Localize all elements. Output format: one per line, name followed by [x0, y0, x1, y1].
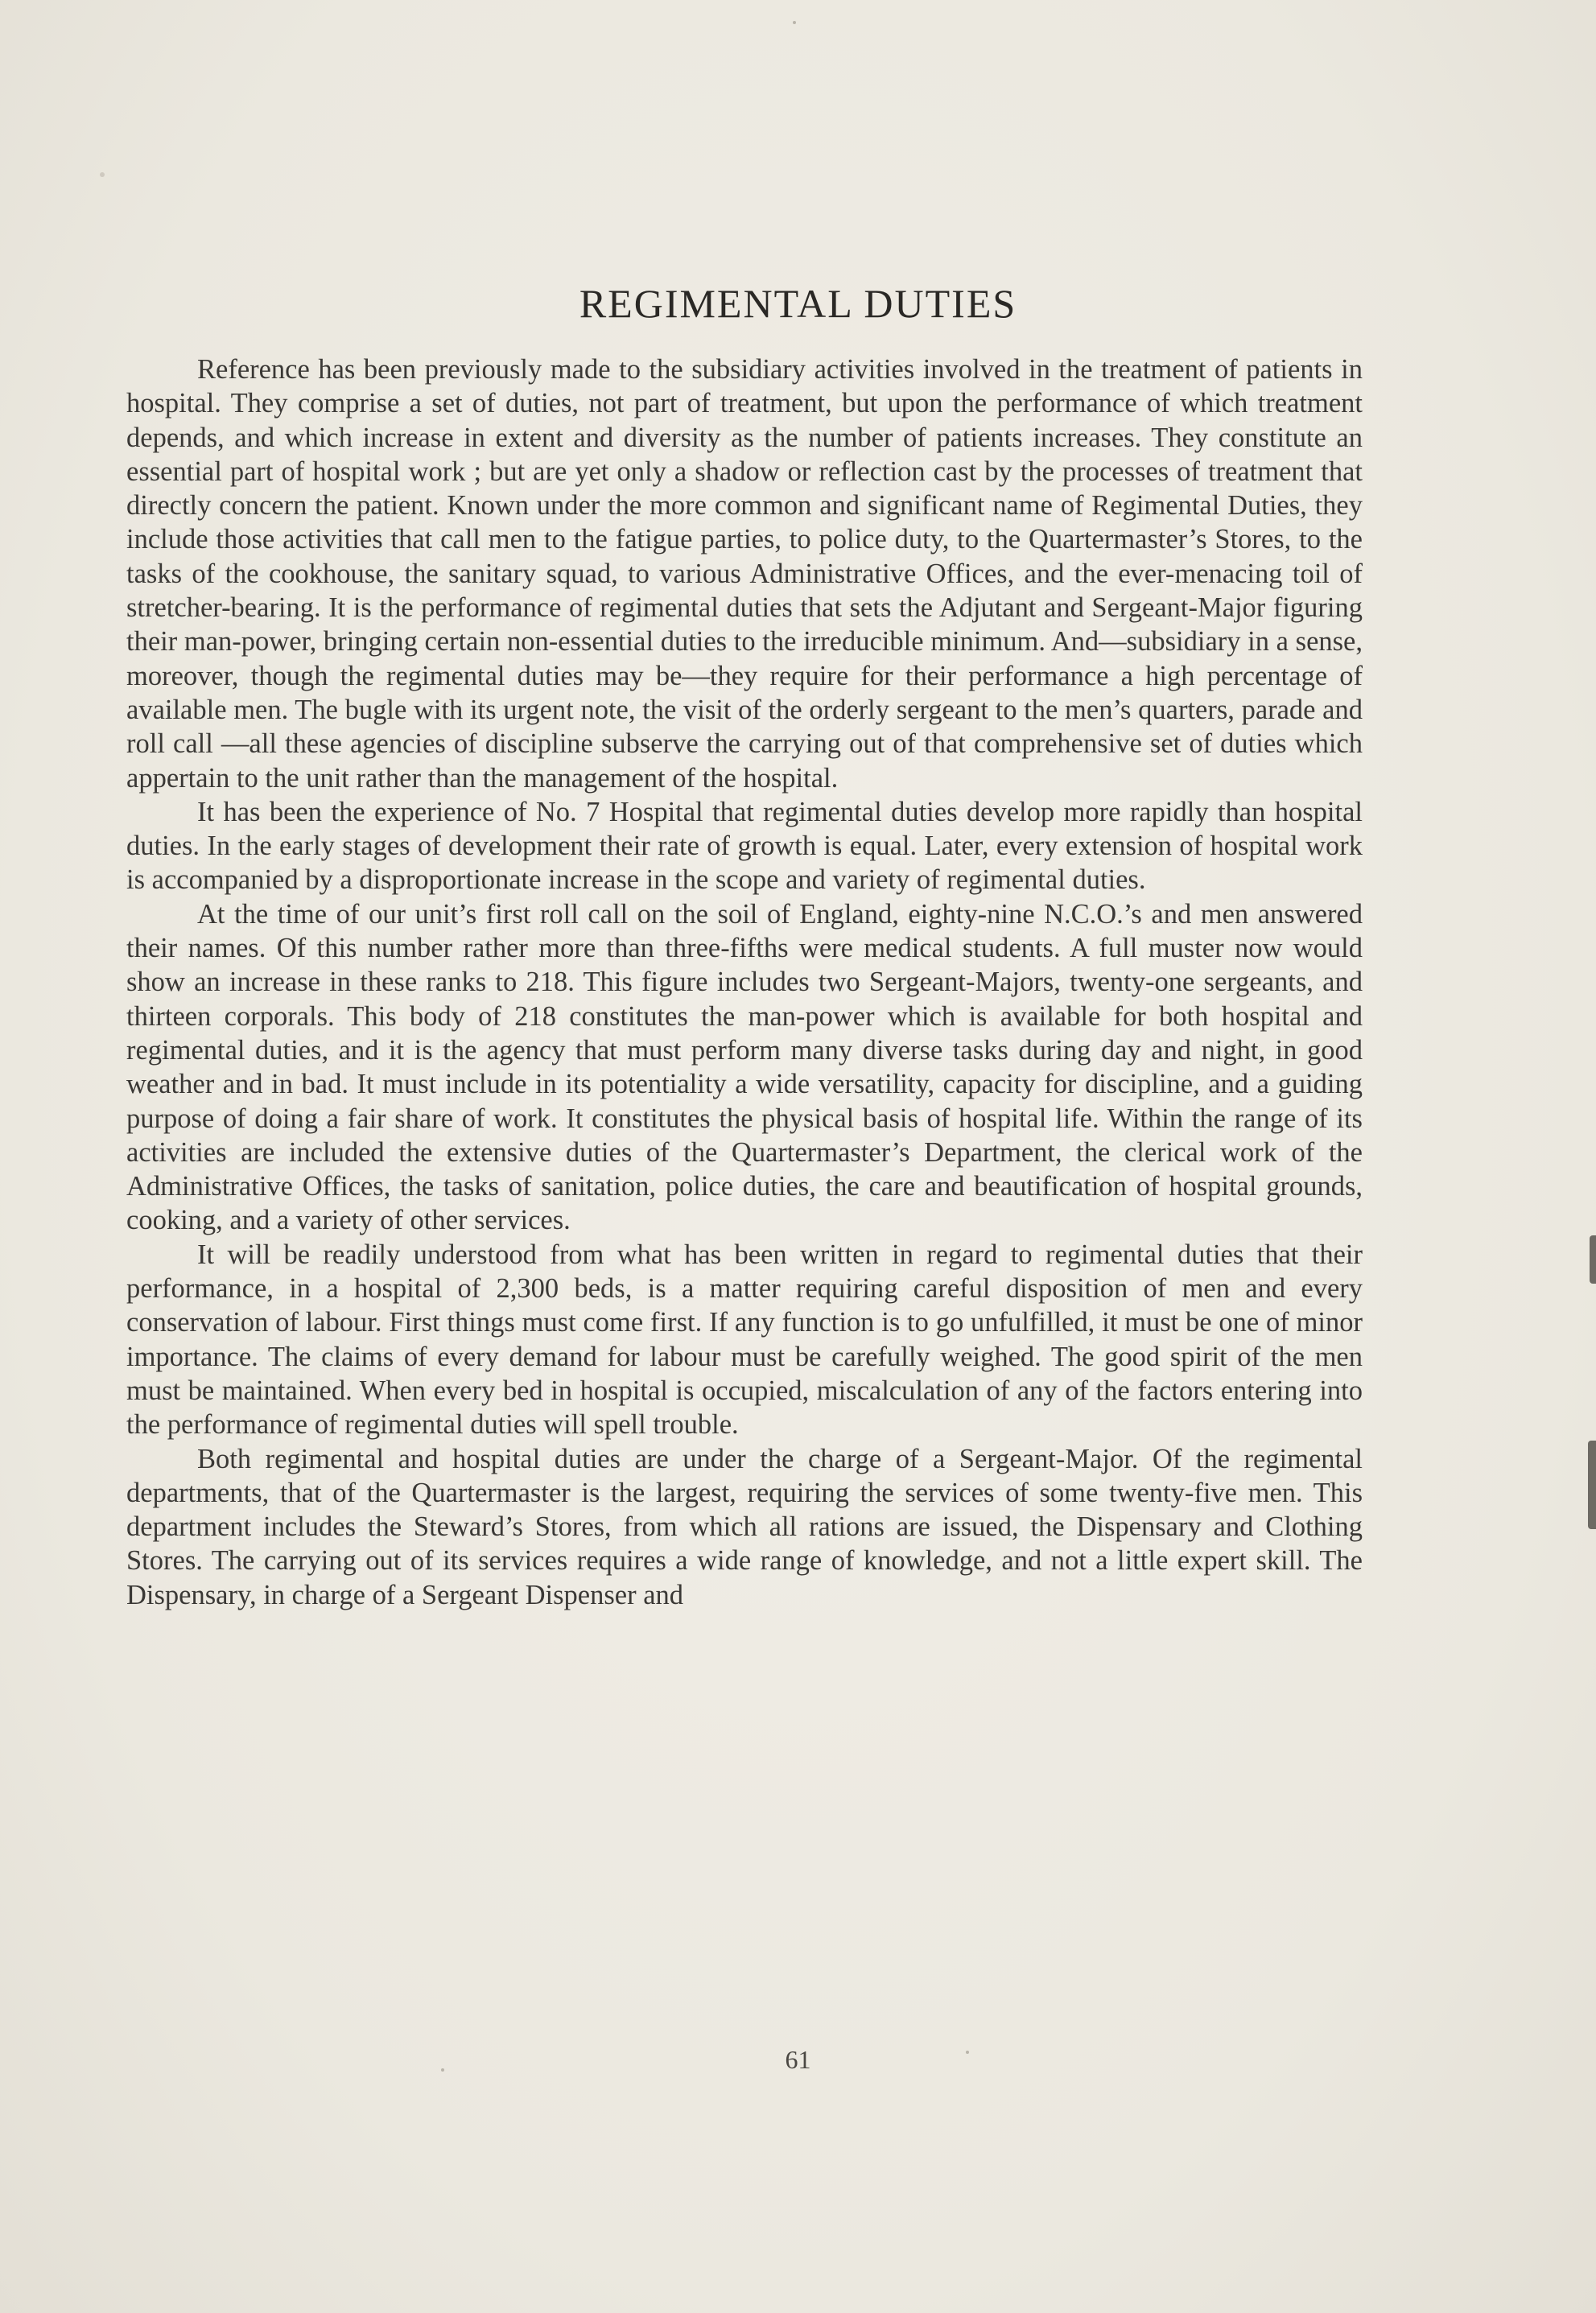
paragraph-2: It has been the experience of No. 7 Hospital that regimental duties develop more rapidly than hospital duties. In the early stages of development their rate of growth is equal. Later, every extension of hospital work is accompanied by a disproportionate increase in the scope and variety of regimental duties.	[126, 796, 1363, 896]
paper-speck	[441, 2068, 444, 2072]
paragraph-3: At the time of our unit’s first roll call on the soil of England, eighty-nine N.C.O.’s and men answered their names. Of this number rather more than three-fifths were medical students. A full muster now would show an increase in these ranks to 218. This figure includes two Sergeant-Majors, twenty-one sergeants, and thirteen corporals. This body of 218 constitutes the man-power which is available for both hospital and regimental duties, and it is the agency that must perform many diverse tasks during day and night, in good weather and in bad. It must include in its potentiality a wide versatility, capacity for discipline, and a guiding purpose of doing a fair share of work. It constitutes the physical basis of hospital life. Within the range of its activities are included the extensive duties of the Quartermaster’s Department, the clerical work of the Administrative Offices, the tasks of sanitation, police duties, the care and beautification of hospital grounds, cooking, and a variety of other services.	[126, 898, 1363, 1236]
paragraph-4: It will be readily understood from what has been written in regard to regimental duties that their performance, in a hospital of 2,300 beds, is a matter requiring careful disposition of men and every conservation of labour. First things must come first. If any function is to go unfulfilled, it must be one of minor importance. The claims of every demand for labour must be carefully weighed. The good spirit of the men must be maintained. When every bed in hospital is occupied, miscalculation of any of the factors entering into the performance of regimental duties will spell trouble.	[126, 1239, 1363, 1441]
paragraph-1: Reference has been previously made to the subsidiary activities involved in the treatment of patients in hospital. They comprise a set of duties, not part of treatment, but upon the performance of which treatment depends, and which increase in extent and diversity as the number of patients increases. They constitute an essential part of hospital work ; but are yet only a shadow or reflection cast by the processes of treatment that directly concern the patient. Known under the more common and significant name of Regimental Duties, they include those activities that call men to the fatigue parties, to police duty, to the Quartermaster’s Stores, to the tasks of the cookhouse, the sanitary squad, to various Administrative Offices, and the ever-menacing toil of stretcher-bearing. It is the performance of regimental duties that sets the Adjutant and Sergeant-Major figuring their man-power, bringing certain non-essential duties to the irreducible minimum. And—subsidiary in a sense, moreover, though the regimental duties may be—they require for their performance a high percentage of available men. The bugle with its urgent note, the visit of the orderly sergeant to the men’s quarters, parade and roll call —all these agencies of discipline subserve the carrying out of that comprehensive set of duties which appertain to the unit rather than the management of the hospital.	[126, 354, 1363, 794]
paper-speck	[966, 2051, 969, 2054]
paragraph-5: Both regimental and hospital duties are under the charge of a Sergeant-Major. Of the regimental departments, that of the Quartermaster is the largest, requiring the services of some twenty-five men. This department includes the Steward’s Stores, from which all rations are issued, the Dispensary and Clothing Stores. The carrying out of its services requires a wide range of knowledge, and not a little expert skill. The Dispensary, in charge of a Sergeant Dispenser and	[126, 1443, 1363, 1610]
page-title: REGIMENTAL DUTIES	[579, 281, 1017, 326]
page-number: 61	[785, 2045, 811, 2074]
page-edge-mark	[1590, 1235, 1596, 1284]
body-text	[126, 353, 1363, 1612]
page-edge-mark	[1588, 1441, 1596, 1529]
paper-speck	[793, 21, 796, 24]
paper-speck	[100, 172, 105, 177]
